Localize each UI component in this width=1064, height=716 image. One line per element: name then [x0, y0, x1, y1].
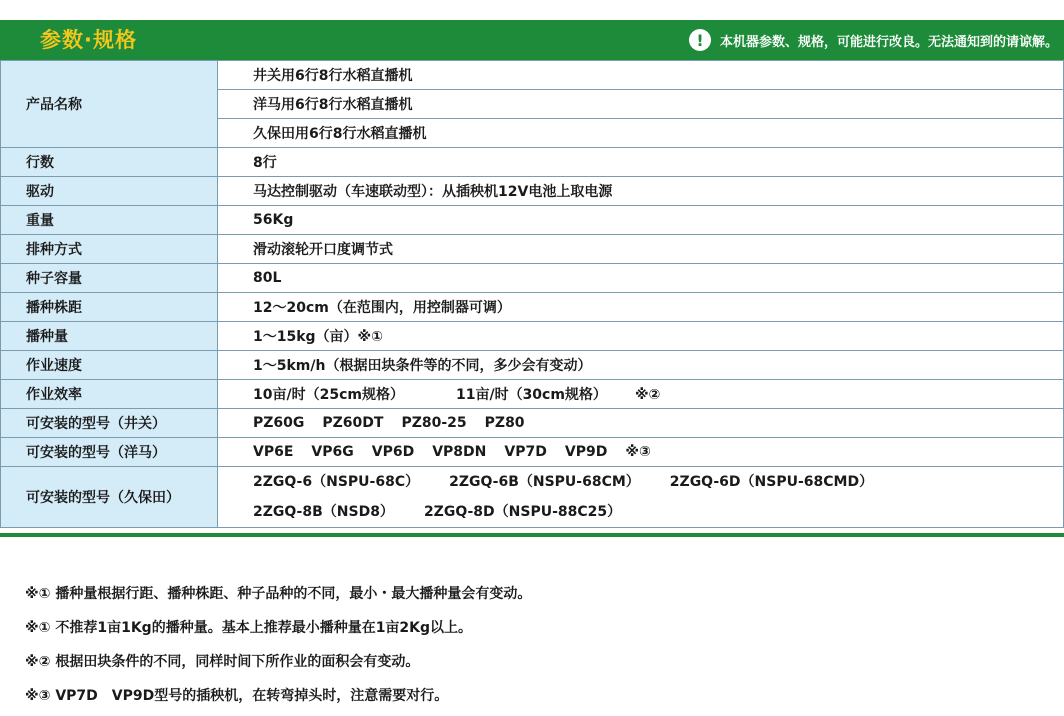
row-value: 12～20cm（在范围内，用控制器可调） [218, 293, 1064, 322]
row-value: 井关用6行8行水稻直播机 [218, 61, 1064, 90]
table-row [1, 206, 1064, 235]
model-name: 2ZGQ-6（NSPU-68C） [253, 474, 420, 490]
row-value [218, 380, 1064, 409]
footnotes [25, 580, 531, 716]
table-row [1, 467, 1064, 528]
row-label: 驱动 [1, 177, 218, 206]
row-value: 1～15kg（亩）※① [218, 322, 1064, 351]
row-label: 可安装的型号（洋马） [1, 438, 218, 467]
model-name: PZ60G [253, 415, 305, 431]
table-row [1, 148, 1064, 177]
row-label: 重量 [1, 206, 218, 235]
footnote-item: ※① 播种量根据行距、播种株距、种子品种的不同，最小・最大播种量会有变动。 [25, 586, 532, 602]
table-row [1, 264, 1064, 293]
model-name: VP8DN [432, 444, 487, 460]
model-name: VP6D [371, 444, 415, 460]
model-name: 2ZGQ-8D（NSPU-88C25） [423, 504, 622, 520]
footnote-item: ※③ VP7D VP9D型号的插秧机，在转弯掉头时，注意需要对行。 [25, 688, 449, 704]
row-value: 滑动滚轮开口度调节式 [218, 235, 1064, 264]
section-title: 参数·规格 [40, 28, 137, 52]
row-value [218, 438, 1064, 467]
row-value [218, 409, 1064, 438]
row-label: 种子容量 [1, 264, 218, 293]
model-name: 2ZGQ-6D（NSPU-68CMD） [669, 474, 874, 490]
row-label: 作业速度 [1, 351, 218, 380]
row-value [218, 467, 1064, 528]
row-label: 播种量 [1, 322, 218, 351]
table-row [1, 177, 1064, 206]
table-row [1, 235, 1064, 264]
model-name: PZ80 [484, 415, 525, 431]
row-value: 56Kg [218, 206, 1064, 235]
value-part: 11亩/时（30cm规格） [455, 387, 607, 403]
row-label: 排种方式 [1, 235, 218, 264]
row-value: 马达控制驱动（车速联动型）：从插秧机12V电池上取电源 [218, 177, 1064, 206]
model-line [253, 467, 1063, 497]
table-row [1, 438, 1064, 467]
row-label: 产品名称 [1, 61, 218, 148]
bottom-divider [0, 533, 1064, 537]
row-value: 久保田用6行8行水稻直播机 [218, 119, 1064, 148]
footnote-ref: ※③ [625, 444, 651, 460]
value-part: ※② [634, 387, 661, 403]
table-row [1, 61, 1064, 90]
model-line [253, 497, 1063, 527]
row-label: 可安装的型号（久保田） [1, 467, 218, 528]
row-value: 80L [218, 264, 1064, 293]
model-name: VP9D [564, 444, 608, 460]
notice-text: 本机器参数、规格，可能进行改良。无法通知到的请谅解。 [719, 34, 1058, 50]
model-name: 2ZGQ-6B（NSPU-68CM） [449, 474, 640, 490]
row-value: 洋马用6行8行水稻直播机 [218, 90, 1064, 119]
model-name: 2ZGQ-8B（NSD8） [253, 504, 394, 520]
model-name: VP7D [504, 444, 547, 460]
exclamation-icon: ! [689, 29, 711, 51]
row-label: 作业效率 [1, 380, 218, 409]
row-value: 1～5km/h（根据田块条件等的不同，多少会有变动） [218, 351, 1064, 380]
table-row [1, 409, 1064, 438]
table-row [1, 322, 1064, 351]
model-name: VP6G [311, 444, 354, 460]
spec-table [0, 60, 1064, 528]
value-part: 10亩/时（25cm规格） [253, 387, 404, 403]
header-notice [689, 20, 1058, 60]
row-label: 可安装的型号（井关） [1, 409, 218, 438]
model-name: PZ80-25 [401, 415, 467, 431]
row-label: 播种株距 [1, 293, 218, 322]
table-row [1, 380, 1064, 409]
table-row [1, 293, 1064, 322]
row-label: 行数 [1, 148, 218, 177]
model-name: VP6E [253, 444, 294, 460]
footnote-item: ※② 根据田块条件的不同，同样时间下所作业的面积会有变动。 [25, 654, 420, 670]
footnote-item: ※① 不推荐1亩1Kg的播种量。基本上推荐最小播种量在1亩2Kg以上。 [25, 620, 473, 636]
model-name: PZ60DT [322, 415, 384, 431]
table-row [1, 351, 1064, 380]
section-header [0, 20, 1064, 60]
row-value: 8行 [218, 148, 1064, 177]
